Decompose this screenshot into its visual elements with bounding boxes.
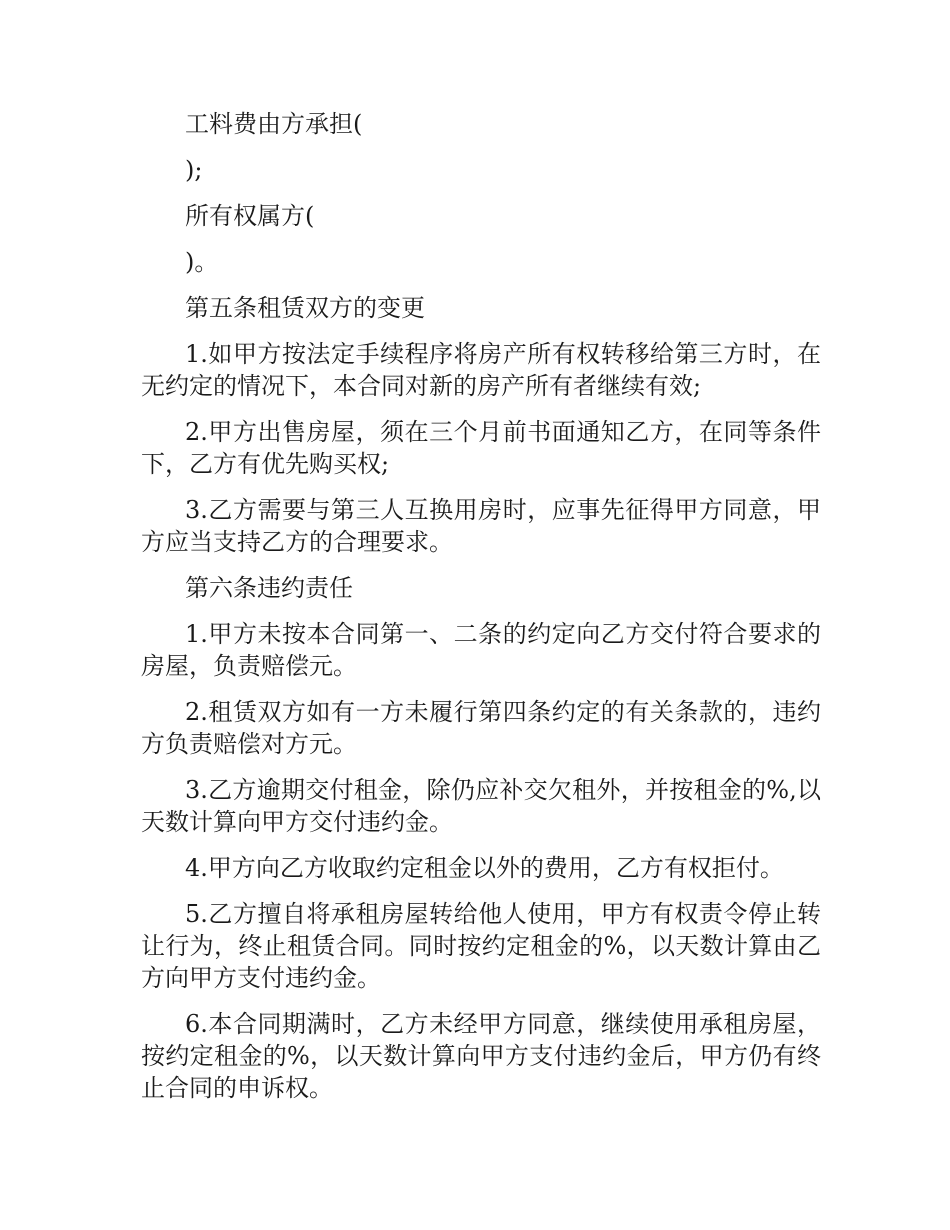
article-6-clause-4: 4.甲方向乙方收取约定租金以外的费用，乙方有权拒付。 <box>185 854 784 882</box>
article-6-clause-1: 1.甲方未按本合同第一、二条的约定向乙方交付符合要求的房屋，负责赔偿元。 <box>141 620 821 680</box>
article-6-clause-2: 2.租赁双方如有一方未履行第四条约定的有关条款的，违约方负责赔偿对方元。 <box>141 698 821 758</box>
paragraph-ownership-close: )。 <box>185 248 219 276</box>
article-6-clause-3: 3.乙方逾期交付租金，除仍应补交欠租外，并按租金的%,以天数计算向甲方交付违约金。 <box>141 776 821 836</box>
article-6-clause-5: 5.乙方擅自将承租房屋转给他人使用，甲方有权责令停止转让行为，终止租赁合同。同时按约定租金的%，以天数计算由乙方向甲方支付违约金。 <box>141 900 821 992</box>
article-5-clause-2: 2.甲方出售房屋，须在三个月前书面通知乙方，在同等条件下，乙方有优先购买权; <box>141 418 821 478</box>
paragraph-fee-bearer-close: ); <box>185 156 203 184</box>
paragraph-fee-bearer: 工料费由方承担( <box>185 110 363 138</box>
document-body <box>141 108 821 1118</box>
article-6-clause-6: 6.本合同期满时，乙方未经甲方同意，继续使用承租房屋，按约定租金的%，以天数计算向甲方支付违约金后，甲方仍有终止合同的申诉权。 <box>141 1010 821 1102</box>
section-heading-article-5: 第五条租赁双方的变更 <box>185 294 425 322</box>
article-5-clause-1: 1.如甲方按法定手续程序将房产所有权转移给第三方时，在无约定的情况下，本合同对新的房产所有者继续有效; <box>141 340 821 400</box>
section-heading-article-6: 第六条违约责任 <box>185 574 353 602</box>
paragraph-ownership: 所有权属方( <box>185 202 315 230</box>
article-5-clause-3: 3.乙方需要与第三人互换用房时，应事先征得甲方同意，甲方应当支持乙方的合理要求。 <box>141 496 821 556</box>
